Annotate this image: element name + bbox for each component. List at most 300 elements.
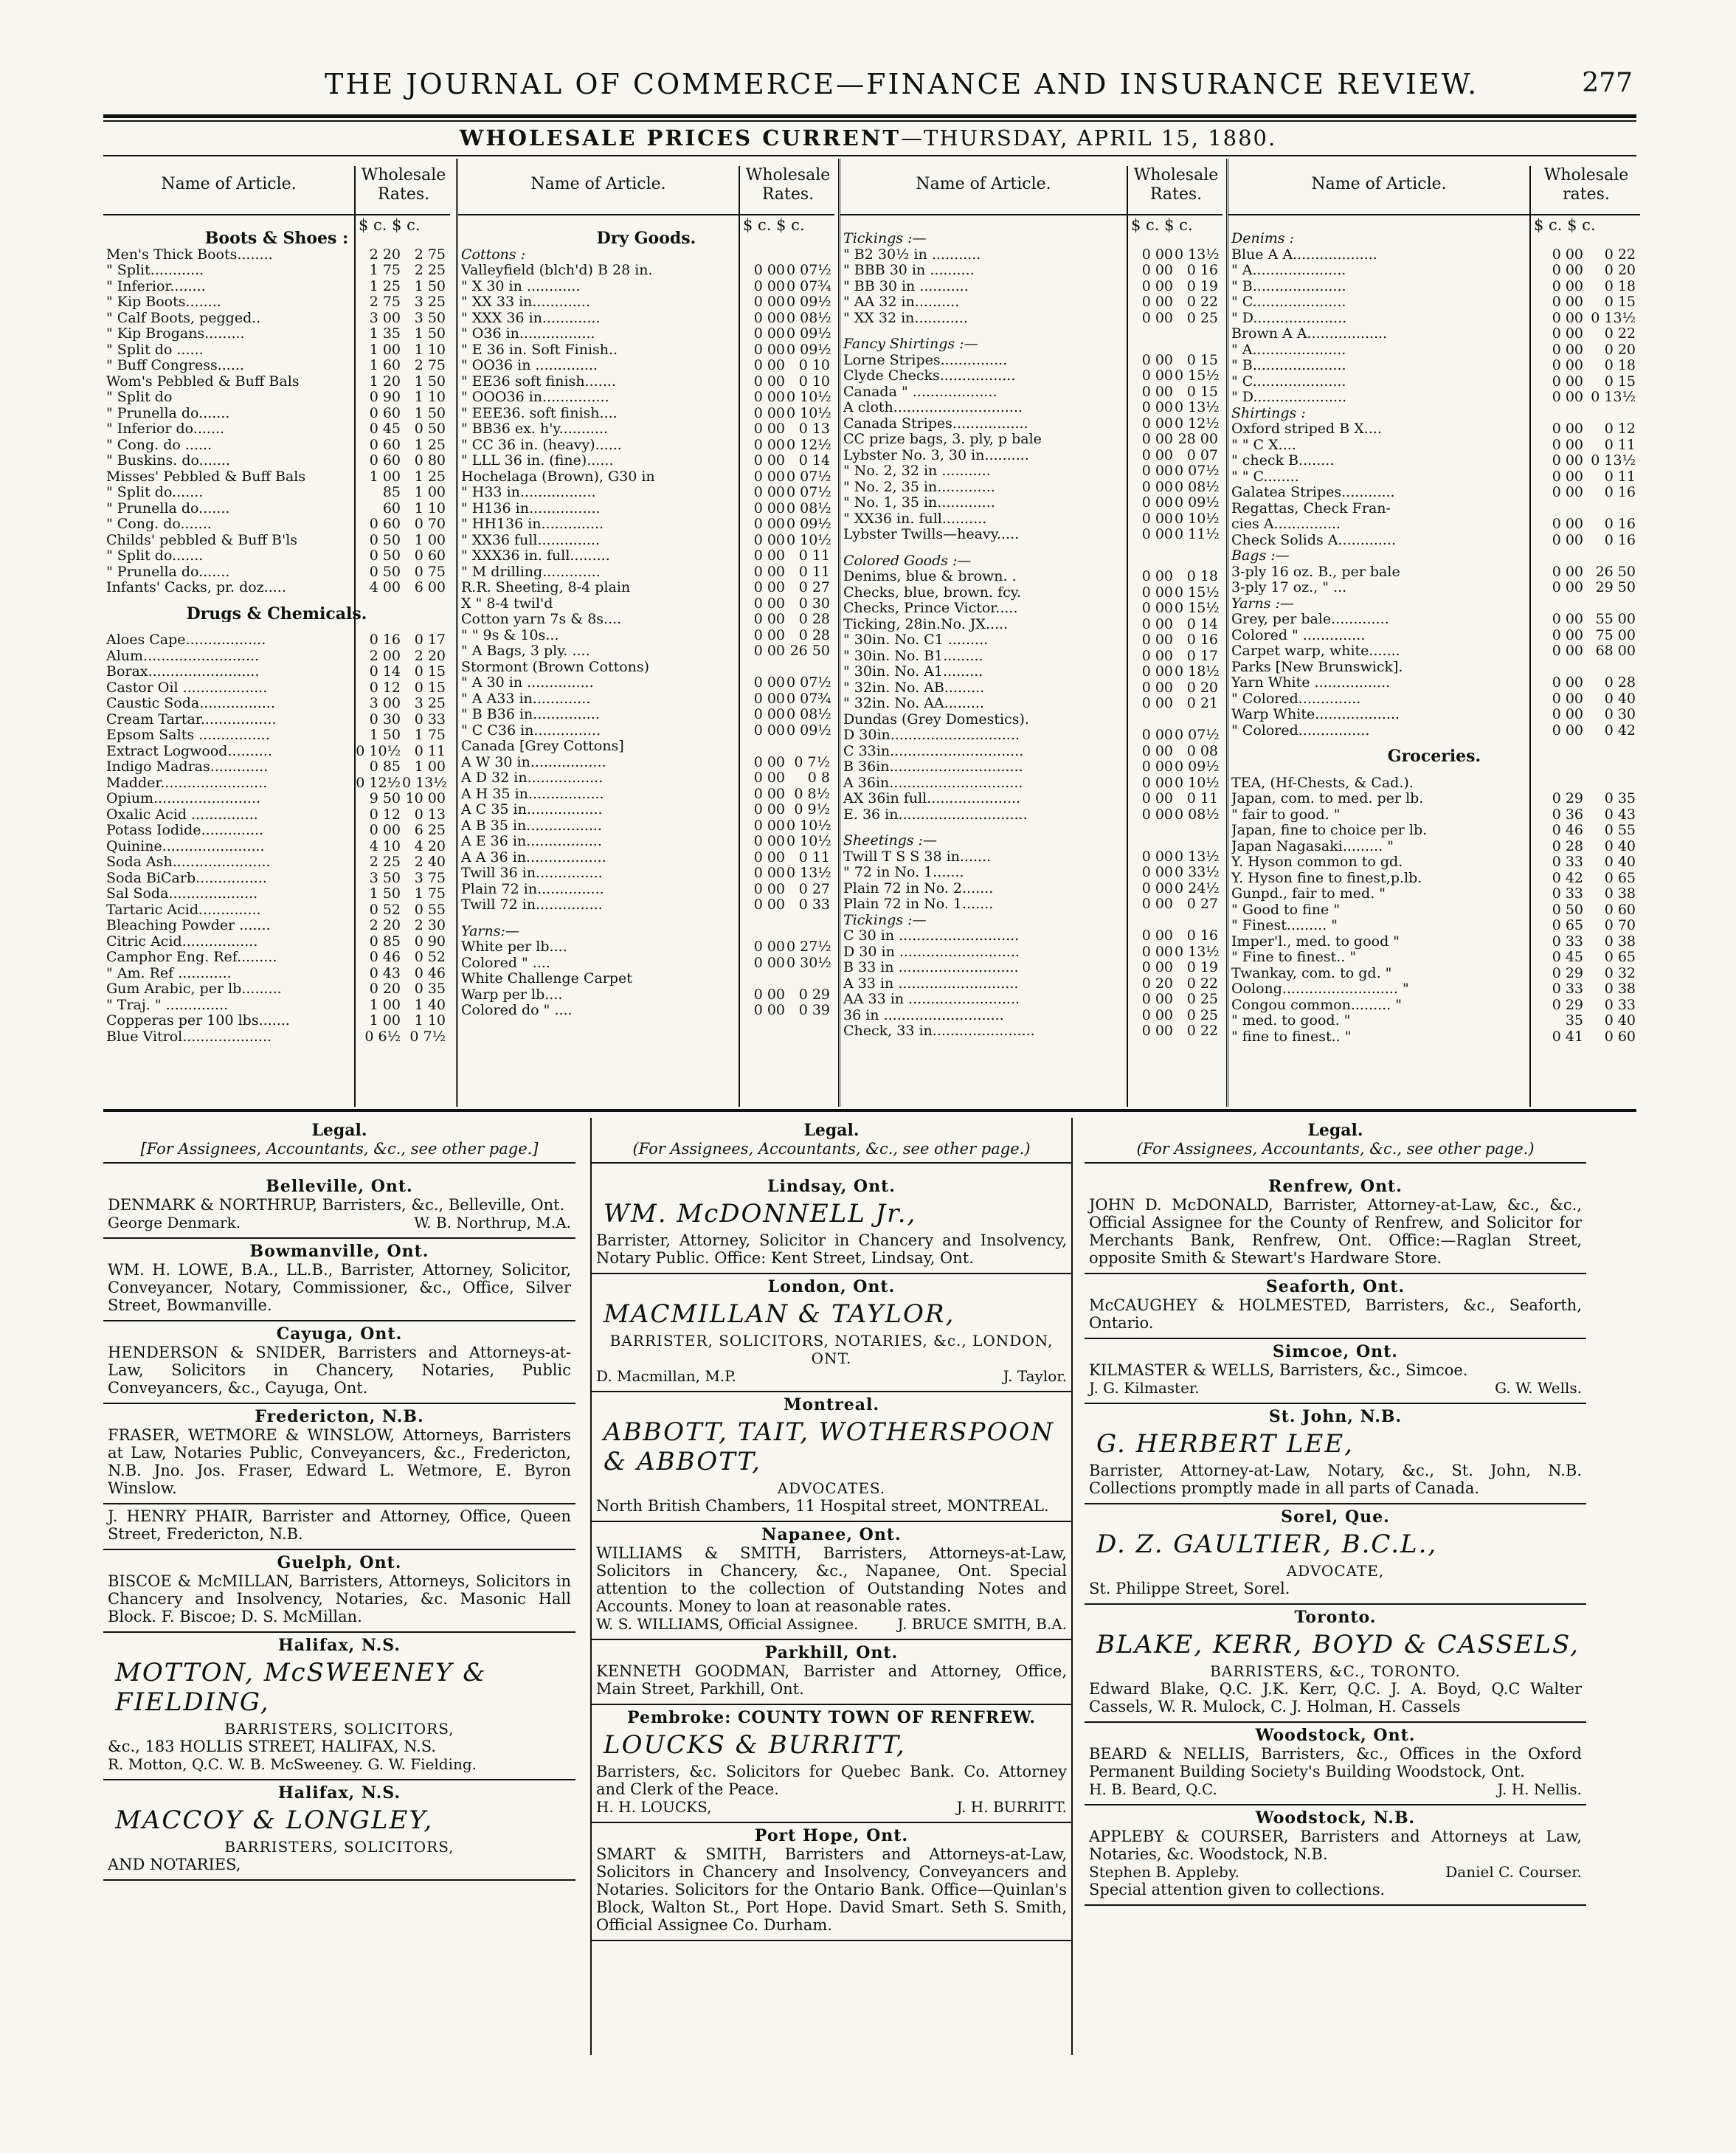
article-name: " med. to good. " xyxy=(1231,1013,1351,1029)
rate-low: 0 00 xyxy=(1141,774,1173,791)
price-row xyxy=(458,596,834,612)
rate-high: 0 30½ xyxy=(786,954,831,971)
article-name: Warp White................... xyxy=(1231,707,1400,722)
article-name: " CC 36 in. (heavy)...... xyxy=(461,437,622,453)
masthead xyxy=(103,68,1633,103)
rate-low: 2 75 xyxy=(369,294,401,310)
article-name: Y. Hyson fine to finest,p.lb. xyxy=(1231,870,1422,886)
price-row xyxy=(1228,839,1640,855)
card-city: Montreal. xyxy=(783,1395,880,1414)
price-row xyxy=(458,294,834,311)
card-city: Pembroke: COUNTY TOWN OF RENFREW. xyxy=(627,1708,1036,1727)
rate-high: 2 40 xyxy=(414,854,446,870)
rate-low: 0 33 xyxy=(1552,854,1583,870)
price-row xyxy=(840,664,1223,680)
rate-high: 0 20 xyxy=(1604,341,1636,358)
article-name: Denims : xyxy=(1231,231,1294,246)
article-name: Sheetings :— xyxy=(843,833,938,849)
price-row xyxy=(1228,358,1640,374)
price-row xyxy=(1228,707,1640,723)
legal-card xyxy=(592,1705,1071,1823)
price-row xyxy=(103,649,450,665)
rate-low: 0 00 xyxy=(1141,463,1173,479)
article-name: Warp per lb.... xyxy=(461,986,563,1003)
price-row xyxy=(458,897,834,913)
rate-high: 0 15 xyxy=(1186,351,1218,368)
rate-low: 0 00 xyxy=(1141,848,1173,865)
rate-low: 0 00 xyxy=(753,547,785,564)
article-name: Galatea Stripes............ xyxy=(1231,485,1395,500)
wholesale-rates-header: Wholesale rates. xyxy=(1529,166,1642,214)
rate-high: 0 38 xyxy=(1604,981,1636,997)
price-column-3 xyxy=(838,159,1223,1107)
rate-high: 0 33 xyxy=(414,711,446,728)
article-name: " H33 in................. xyxy=(461,485,596,500)
article-name: Drugs & Chemicals. xyxy=(186,606,367,622)
rate-high: 0 07¾ xyxy=(786,690,831,707)
price-row xyxy=(1228,791,1640,807)
rate-high: 0 07¾ xyxy=(786,277,831,294)
wholesale-rates-header: Wholesale Rates. xyxy=(1127,166,1224,214)
price-row xyxy=(840,311,1223,327)
price-row xyxy=(103,728,450,744)
rate-high: 0 75 xyxy=(414,563,446,580)
rate-low: 0 00 xyxy=(753,436,785,453)
article-name: Citric Acid................. xyxy=(106,933,258,950)
rate-low: 0 00 xyxy=(753,986,785,1003)
article-name: 3-ply 17 oz., " ... xyxy=(1231,580,1347,595)
rate-high: 0 07½ xyxy=(786,468,831,485)
article-name: Men's Thick Boots........ xyxy=(106,246,273,263)
article-name: " No. 2, 35 in............. xyxy=(843,479,995,495)
rate-high: 0 46 xyxy=(414,964,446,981)
price-row xyxy=(458,374,834,390)
price-row xyxy=(103,548,450,564)
price-row xyxy=(103,247,450,263)
article-name: " 32in. No. AB......... xyxy=(843,680,985,696)
rate-high: 1 50 xyxy=(414,404,446,421)
article-name: Potass Iodide.............. xyxy=(106,823,264,838)
rate-high: 28 00 xyxy=(1177,431,1218,447)
price-row xyxy=(840,976,1223,992)
rate-low: 1 50 xyxy=(369,885,401,902)
price-row xyxy=(103,263,450,279)
rate-high: 1 50 xyxy=(414,325,446,342)
rate-low: 0 00 xyxy=(753,706,785,722)
price-row xyxy=(1228,612,1640,628)
price-row xyxy=(458,787,834,803)
spacer xyxy=(1228,739,1640,749)
legal-column-right xyxy=(1085,1118,1586,2055)
price-row xyxy=(103,438,450,454)
rate-high: 0 08½ xyxy=(1175,478,1220,495)
price-row xyxy=(458,865,834,882)
article-name: Hochelaga (Brown), G30 in xyxy=(461,469,655,485)
card-city: Bowmanville, Ont. xyxy=(249,1242,429,1261)
price-row xyxy=(103,966,450,982)
article-name: C 33in.............................. xyxy=(843,743,1024,759)
rate-low: 0 45 xyxy=(369,421,401,437)
article-name: Fancy Shirtings :— xyxy=(843,336,978,352)
article-name: B 33 in ........................... xyxy=(843,960,1019,975)
rate-low: 0 00 xyxy=(1552,373,1583,390)
rate-high: 0 12½ xyxy=(1175,415,1220,432)
rate-high: 0 42 xyxy=(1604,722,1636,739)
wholesale-rates-header: Wholesale Rates. xyxy=(739,166,836,214)
article-name: " " C........ xyxy=(1231,469,1299,485)
price-row xyxy=(1228,1029,1640,1046)
legal-card xyxy=(592,1392,1071,1522)
rate-high: 0 07½ xyxy=(786,674,831,691)
rate-high: 0 09½ xyxy=(786,325,831,342)
article-name: " Split do xyxy=(106,390,173,405)
article-name: A C 35 in................. xyxy=(461,802,603,818)
article-name: " Inferior........ xyxy=(106,278,206,294)
column-header xyxy=(1228,159,1640,215)
price-row xyxy=(840,495,1223,511)
rate-high: 0 27 xyxy=(798,880,830,897)
firm-details: J. HENRY PHAIR, Barrister and Attorney, Office, Queen Street, Fredericton, N.B. xyxy=(108,1507,571,1543)
rate-high: 1 50 xyxy=(414,373,446,390)
sub-heading xyxy=(1228,231,1640,247)
price-row xyxy=(103,374,450,390)
rate-high: 1 40 xyxy=(414,996,446,1013)
rate-high: 0 15 xyxy=(414,663,446,680)
rate-high: 0 7½ xyxy=(409,1028,446,1045)
article-name: " LLL 36 in. (fine)...... xyxy=(461,453,614,469)
rate-high: 1 10 xyxy=(414,389,446,405)
sub-heading xyxy=(840,336,1223,353)
firm-display-name: G. HERBERT LEE, xyxy=(1096,1429,1354,1459)
article-name: " Split do....... xyxy=(106,548,204,564)
price-row xyxy=(1228,516,1640,533)
rate-low: 0 00 xyxy=(1141,896,1173,912)
price-row xyxy=(1228,263,1640,279)
card-city: Fredericton, N.B. xyxy=(255,1407,424,1426)
rate-high: 0 13½ xyxy=(402,774,447,791)
price-row xyxy=(1228,1013,1640,1029)
article-name: " fine to finest.. " xyxy=(1231,1029,1352,1045)
rate-low: 0 00 xyxy=(1552,436,1583,453)
rate-high: 0 70 xyxy=(414,516,446,532)
rate-high: 0 18 xyxy=(1604,357,1636,373)
article-name: Checks, Prince Victor..... xyxy=(843,601,1018,616)
rate-high: 1 25 xyxy=(414,468,446,485)
article-name: C 30 in ........................... xyxy=(843,928,1020,944)
rate-low: 0 00 xyxy=(753,277,785,294)
price-row xyxy=(458,564,834,581)
article-name: " check B........ xyxy=(1231,453,1335,469)
article-name: Quinine....................... xyxy=(106,838,265,854)
rate-high: 0 27 xyxy=(1186,896,1218,912)
price-row xyxy=(1228,854,1640,871)
rate-low: 0 00 xyxy=(1141,309,1173,326)
price-row xyxy=(840,279,1223,295)
name-of-article-header: Name of Article. xyxy=(1311,175,1447,193)
article-name: Gum Arabic, per lb......... xyxy=(106,981,282,997)
article-name: " Traj. " .............. xyxy=(106,997,229,1013)
rate-low: 0 00 xyxy=(1141,790,1173,806)
price-row xyxy=(840,432,1223,448)
rate-high: 0 55 xyxy=(414,901,446,918)
article-name: Caustic Soda................. xyxy=(106,696,275,711)
rate-high: 0 16 xyxy=(1186,262,1218,278)
price-row xyxy=(103,744,450,760)
price-row xyxy=(103,902,450,919)
article-name: Twill T S S 38 in....... xyxy=(843,849,992,865)
article-name: Bleaching Powder ....... xyxy=(106,918,271,933)
rate-low: 1 00 xyxy=(369,468,401,485)
spacer xyxy=(103,622,450,632)
rate-high: 0 13 xyxy=(798,421,830,437)
rate-low: 0 00 xyxy=(1141,478,1173,495)
article-name: " C C36 in............... xyxy=(461,722,601,739)
article-name: Soda BiCarb................ xyxy=(106,870,267,886)
article-name: CC prize bags, 3. ply, p bale xyxy=(843,432,1042,447)
price-row xyxy=(458,643,834,660)
article-name: Groceries. xyxy=(1387,749,1481,765)
rate-low: 0 45 xyxy=(1552,949,1583,965)
rate-high: 0 17 xyxy=(414,632,446,648)
partner-names xyxy=(108,1755,571,1773)
legal-card xyxy=(592,1640,1071,1705)
rate-high: 1 75 xyxy=(414,885,446,902)
price-row xyxy=(1228,775,1640,792)
article-name: " XXX36 in. full......... xyxy=(461,548,610,564)
spacer xyxy=(1228,765,1640,775)
firm-display-name: D. Z. GAULTIER, B.C.L., xyxy=(1096,1530,1438,1559)
rate-high: 0 13 xyxy=(414,806,446,823)
price-row xyxy=(1228,501,1640,517)
price-row xyxy=(458,406,834,422)
article-name: Lybster No. 3, 30 in.......... xyxy=(843,447,1029,463)
rate-high: 0 20 xyxy=(1604,262,1636,278)
price-row xyxy=(840,944,1223,961)
legal-card xyxy=(103,1550,575,1633)
rate-high: 0 33 xyxy=(798,896,830,913)
sub-heading xyxy=(458,924,834,940)
rate-high: 0 21 xyxy=(1186,695,1218,711)
spacer xyxy=(103,596,450,606)
rate-low: 0 29 xyxy=(1552,790,1583,806)
legal-card xyxy=(1085,1174,1586,1274)
price-row xyxy=(1228,675,1640,691)
rate-high: 0 22 xyxy=(1186,1023,1218,1039)
rate-low: 0 00 xyxy=(753,579,785,595)
price-row xyxy=(840,696,1223,712)
price-row xyxy=(103,406,450,422)
article-name: " HH136 in.............. xyxy=(461,516,604,532)
price-row xyxy=(103,775,450,792)
article-name: " Split do ...... xyxy=(106,342,204,358)
price-row xyxy=(103,696,450,712)
sub-heading xyxy=(458,247,834,263)
rate-low: 0 00 xyxy=(753,722,785,739)
rate-high: 1 10 xyxy=(414,341,446,358)
rate-low: 0 00 xyxy=(753,896,785,913)
rate-high: 0 08½ xyxy=(1175,806,1220,823)
rate-high: 0 33½ xyxy=(1175,864,1220,880)
article-name: " Prunella do....... xyxy=(106,500,230,516)
price-row xyxy=(103,580,450,596)
article-name: Checks, blue, brown. fcy. xyxy=(843,584,1021,601)
price-row xyxy=(1228,453,1640,469)
rate-low: 0 33 xyxy=(1552,981,1583,997)
rate-high: 2 20 xyxy=(414,647,446,664)
rate-low: 9 50 xyxy=(369,790,401,806)
article-name: " A Bags, 3 ply. .... xyxy=(461,643,590,659)
price-row xyxy=(103,759,450,775)
price-row xyxy=(458,675,834,691)
rate-high: 0 38 xyxy=(1604,933,1636,950)
article-name: Canada [Grey Cottons] xyxy=(461,739,624,754)
rate-high: 0 38 xyxy=(1604,885,1636,902)
firm-tagline: ADVOCATE, xyxy=(1286,1562,1385,1580)
rate-low: 0 90 xyxy=(369,389,401,405)
card-city: Belleville, Ont. xyxy=(266,1177,413,1196)
price-row xyxy=(840,849,1223,865)
rate-low: 0 00 xyxy=(1552,452,1583,469)
sub-heading xyxy=(840,913,1223,929)
wholesale-rates-header: Wholesale Rates. xyxy=(354,166,452,214)
article-name: Colored do " .... xyxy=(461,1003,573,1018)
rate-high: 0 09½ xyxy=(786,294,831,310)
price-row xyxy=(458,485,834,501)
rate-low: 0 00 xyxy=(753,626,785,643)
price-row xyxy=(458,580,834,596)
rate-low: 0 33 xyxy=(1552,885,1583,902)
rate-low: 0 29 xyxy=(1552,996,1583,1013)
price-row xyxy=(458,548,834,564)
price-row xyxy=(840,928,1223,944)
price-row xyxy=(103,279,450,295)
rate-high: 6 25 xyxy=(414,822,446,838)
article-name: Cottons : xyxy=(461,246,526,263)
rate-low: 0 00 xyxy=(753,500,785,516)
rate-low: 0 00 xyxy=(369,822,401,838)
price-row xyxy=(1228,342,1640,359)
rate-high: 0 22 xyxy=(1604,325,1636,342)
firm-details: KILMASTER & WELLS, Barristers, &c., Simcoe. xyxy=(1089,1361,1468,1379)
article-name: Plain 72 in No. 2....... xyxy=(843,880,994,896)
rate-low: 0 20 xyxy=(369,981,401,997)
rate-high: 0 65 xyxy=(1604,949,1636,965)
rate-low: 0 65 xyxy=(1552,917,1583,933)
price-row xyxy=(1228,564,1640,581)
rate-high: 0 40 xyxy=(1604,854,1636,870)
article-name: Check, 33 in....................... xyxy=(843,1023,1035,1039)
firm-details: AND NOTARIES, xyxy=(108,1856,241,1873)
rate-low: 0 00 xyxy=(1141,277,1173,294)
rate-low: 0 00 xyxy=(1552,706,1583,722)
rate-high: 0 13½ xyxy=(786,865,831,881)
rate-high: 0 07½ xyxy=(1175,727,1220,743)
price-row xyxy=(458,850,834,866)
rate-high: 0 28 xyxy=(1604,674,1636,691)
price-row xyxy=(840,511,1223,528)
rate-high: 0 55 xyxy=(1604,822,1636,838)
rate-low: 0 00 xyxy=(1141,294,1173,310)
price-row xyxy=(103,680,450,697)
firm-details: FRASER, WETMORE & WINSLOW, Attorneys, Barristers at Law, Notaries Public, Conveyancers, &c., Fredericton, N.B. Jno. Jos. Fraser, Edward L. Wetmore, E. Byron Winslow. xyxy=(108,1426,571,1497)
section-heading xyxy=(103,231,450,247)
rate-high: 1 50 xyxy=(414,277,446,294)
article-name: Ticking, 28in.No. JX..... xyxy=(843,616,1009,632)
article-name: Gunpd., fair to med. " xyxy=(1231,886,1386,902)
rate-low: 0 00 xyxy=(753,611,785,627)
rate-low: 0 00 xyxy=(1552,277,1583,294)
price-row xyxy=(103,564,450,581)
article-name: Infants' Cacks, pr. doz..... xyxy=(106,580,286,595)
rate-high: 3 25 xyxy=(414,695,446,711)
article-name: " M drilling............. xyxy=(461,564,601,580)
rate-high: 0 12 xyxy=(1604,421,1636,437)
rate-low: 0 00 xyxy=(1141,367,1173,384)
article-name: Childs' pebbled & Buff B'ls xyxy=(106,532,298,548)
article-name: Tickings :— xyxy=(843,912,927,928)
price-row xyxy=(103,326,450,342)
price-row xyxy=(103,823,450,839)
price-row xyxy=(458,707,834,723)
article-name: " A A33 in............. xyxy=(461,691,591,707)
card-city: Guelph, Ont. xyxy=(277,1553,402,1572)
article-name: Y. Hyson common to gd. xyxy=(1231,854,1403,870)
rate-low: 0 12 xyxy=(369,806,401,823)
rate-high: 0 15½ xyxy=(1175,584,1220,601)
article-name: Canada Stripes................. xyxy=(843,415,1028,432)
rate-high: 0 17 xyxy=(1186,647,1218,664)
partner-names xyxy=(596,1367,1067,1385)
price-row xyxy=(103,1029,450,1046)
price-row xyxy=(840,712,1223,728)
price-row xyxy=(840,865,1223,881)
sub-heading xyxy=(1228,548,1640,564)
price-row xyxy=(1228,998,1640,1014)
article-name: " BBB 30 in .......... xyxy=(843,263,975,278)
price-row xyxy=(458,501,834,517)
legal-card xyxy=(592,1174,1071,1274)
rate-high: 1 10 xyxy=(414,1012,446,1029)
section-heading xyxy=(103,606,450,623)
card-city: Woodstock, N.B. xyxy=(1255,1808,1416,1828)
article-name: A A 36 in.................. xyxy=(461,849,606,865)
legal-card xyxy=(103,1780,575,1881)
article-name: Grey, per bale............. xyxy=(1231,612,1389,627)
rate-low: 0 00 xyxy=(1141,758,1173,775)
rate-low: 0 6½ xyxy=(364,1028,401,1045)
price-row xyxy=(458,955,834,972)
rate-low: 0 00 xyxy=(753,262,785,278)
article-name: A W 30 in................. xyxy=(461,754,606,770)
legal-card xyxy=(1085,1404,1586,1504)
rate-high: 0 15½ xyxy=(1175,367,1220,384)
rate-high: 0 8 xyxy=(807,770,830,786)
rate-high: 1 75 xyxy=(414,727,446,743)
rate-low: 0 00 xyxy=(1552,484,1583,500)
rate-low: 0 85 xyxy=(369,933,401,950)
article-name: Epsom Salts ................ xyxy=(106,728,270,743)
rate-low: 0 00 xyxy=(1141,262,1173,278)
price-row xyxy=(1228,934,1640,950)
rate-high: 0 19 xyxy=(1186,959,1218,975)
rate-low: 0 00 xyxy=(1141,632,1173,648)
rate-low: 0 10½ xyxy=(356,742,401,759)
rate-high: 0 16 xyxy=(1604,484,1636,500)
rate-low: 0 00 xyxy=(753,484,785,500)
card-city: Halifax, N.S. xyxy=(277,1636,401,1655)
article-name: cies A............... xyxy=(1231,516,1341,532)
article-name: A H 35 in................. xyxy=(461,786,604,802)
